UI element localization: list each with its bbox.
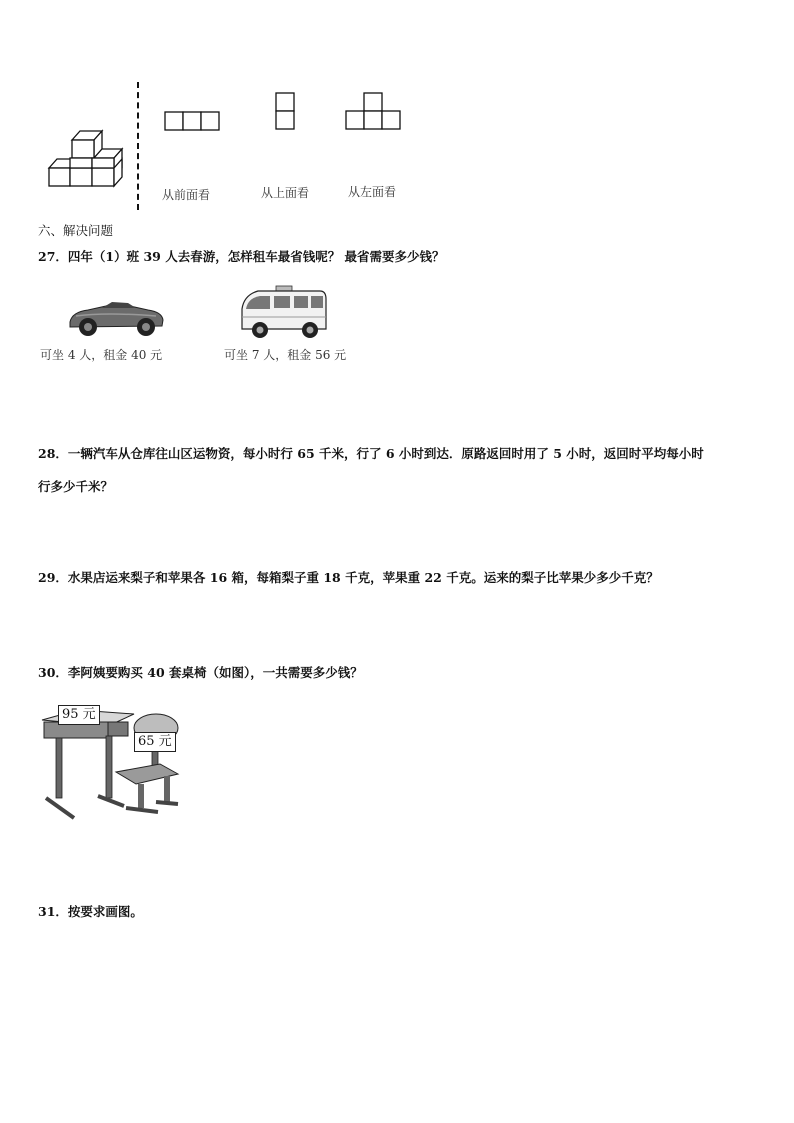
- dashed-divider: [137, 82, 139, 210]
- question-29: 29．水果店运来梨子和苹果各 16 箱，每箱梨子重 18 千克，苹果重 22 千克。运来的梨子比苹果少多少千克？: [38, 570, 659, 585]
- question-27: 27．四年（1）班 39 人去春游，怎样租车最省钱呢？ 最省需要多少钱？: [38, 249, 445, 264]
- front-view-grid: [164, 111, 222, 131]
- van-label: 可坐 7 人，租金 56 元: [224, 348, 347, 362]
- left-view-grid: [345, 92, 403, 132]
- left-view-label: 从左面看: [348, 185, 397, 199]
- section-heading: 六、解决问题: [38, 223, 114, 238]
- top-view-label: 从上面看: [261, 186, 310, 200]
- question-28-line1: 28．一辆汽车从仓库往山区运物资，每小时行 65 千米，行了 6 小时到达．原路返回时用了 5 小时，返回时平均每小时: [38, 446, 704, 461]
- question-28-line2: 行多少千米？: [38, 479, 114, 494]
- car-image: [66, 294, 166, 338]
- car-label: 可坐 4 人，租金 40 元: [40, 348, 163, 362]
- front-view-label: 从前面看: [162, 188, 211, 202]
- top-view-grid: [275, 92, 295, 132]
- desk-price-tag: 95 元: [58, 705, 100, 725]
- desk-chair-image: [38, 700, 198, 830]
- question-30: 30．李阿姨要购买 40 套桌椅（如图），一共需要多少钱？: [38, 665, 363, 680]
- question-31: 31．按要求画图。: [38, 904, 143, 919]
- van-image: [236, 285, 328, 341]
- cube-stack-figure: [44, 128, 126, 190]
- chair-price-tag: 65 元: [134, 732, 176, 752]
